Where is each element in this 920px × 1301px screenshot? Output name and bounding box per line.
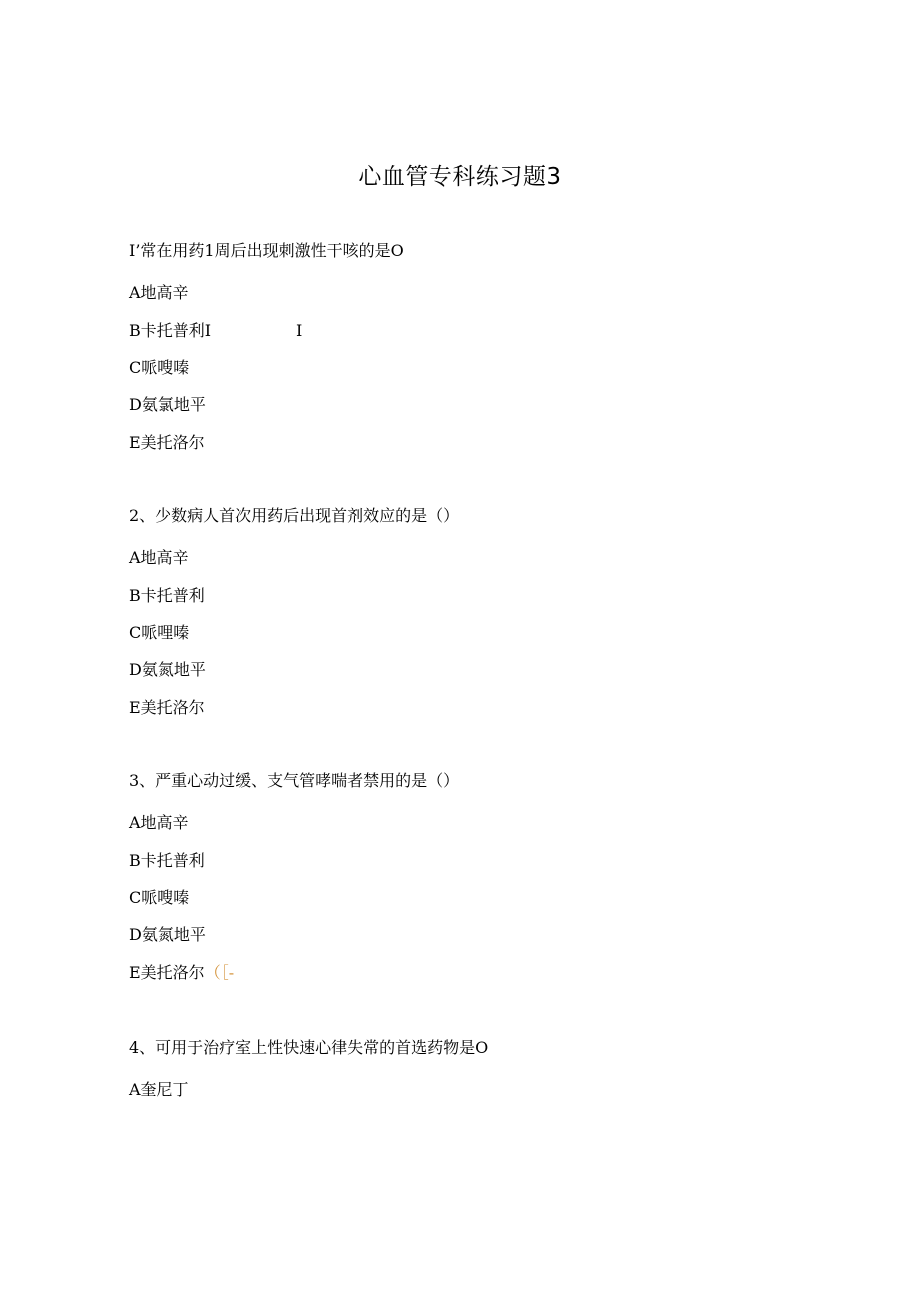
question-1-option-d: D氨氯地平 [129, 395, 206, 414]
question-1-option-b: B卡托普利I [129, 321, 212, 340]
question-3-option-e-text: E美托洛尔 [129, 963, 205, 982]
question-2-option-d: D氨氮地平 [129, 660, 206, 679]
question-3-stray-mark: （［- [204, 963, 235, 982]
question-3-option-a: A地高辛 [129, 813, 189, 832]
question-3-stem: 3、严重心动过缓、支气管哮喘者禁用的是（） [129, 771, 460, 790]
question-3-option-e [129, 962, 234, 984]
question-2-option-e: E美托洛尔 [129, 698, 205, 717]
question-4-stem: 4、可用于治疗室上性快速心律失常的首选药物是O [129, 1038, 489, 1057]
question-3-option-d: D氨氮地平 [129, 925, 206, 944]
question-1-stem: I’常在用药1周后出现刺激性干咳的是O [129, 241, 404, 260]
question-1-option-e: E美托洛尔 [129, 433, 205, 452]
question-3-option-b: B卡托普利 [129, 851, 205, 870]
page-title: 心血管专科练习题3 [358, 164, 562, 190]
question-4-option-a: A奎尼丁 [129, 1080, 189, 1099]
question-2-option-c: C哌哩嗪 [129, 623, 190, 642]
question-2-stem: 2、少数病人首次用药后出现首剂效应的是（） [129, 506, 460, 525]
question-1-option-a: A地高辛 [129, 283, 189, 302]
question-1-option-c: C哌嗖嗪 [129, 358, 190, 377]
question-1-stray-mark: I [296, 321, 303, 340]
question-2-option-b: B卡托普利 [129, 586, 205, 605]
question-3-option-c: C哌嗖嗪 [129, 888, 190, 907]
question-2-option-a: A地高辛 [129, 548, 189, 567]
